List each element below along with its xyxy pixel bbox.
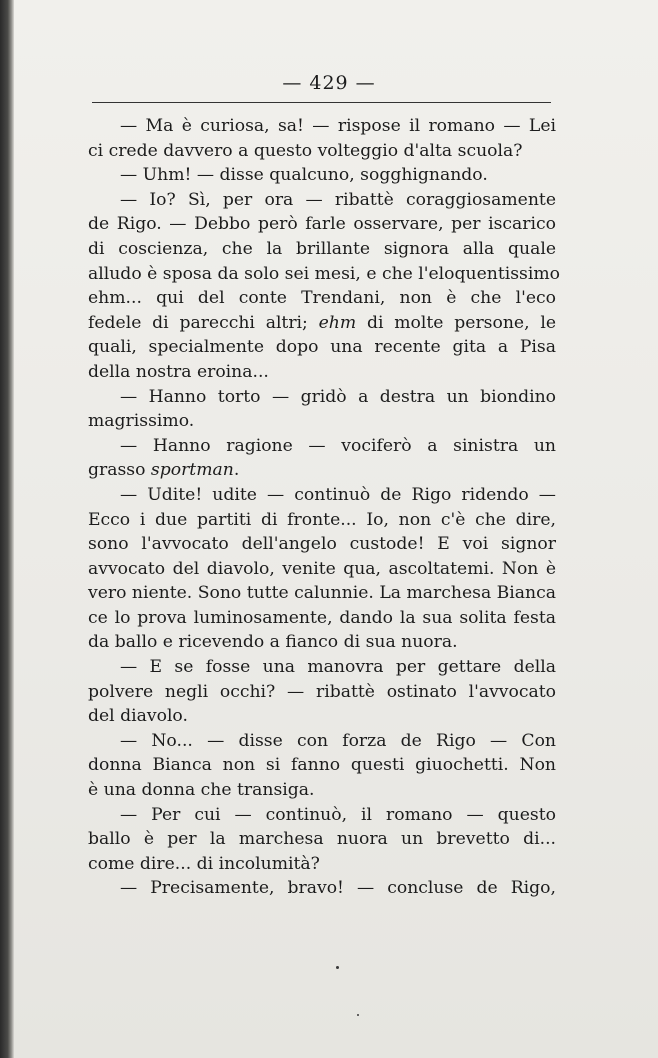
text-line: Ecco i due partiti di fronte... Io, non c'è che dire, (88, 509, 556, 530)
print-speck (357, 1014, 359, 1016)
text-line: — No... — disse con forza de Rigo — Con (120, 730, 556, 751)
text-line: — Hanno ragione — vociferò a sinistra un (120, 435, 556, 456)
text-line: ehm... qui del conte Trendani, non è che l'eco (88, 288, 556, 309)
text-line: avvocato del diavolo, venite qua, ascoltatemi. Non è (88, 558, 556, 579)
text-line: alludo è sposa da solo sei mesi, e che l'eloquentissimo (88, 263, 561, 284)
text-line: — Uhm! — disse qualcuno, sogghignando. (120, 165, 488, 186)
text-line: polvere negli occhi? — ribattè ostinato l'avvocato (88, 681, 556, 702)
header-rule (92, 102, 551, 103)
text-line: de Rigo. — Debbo però farle osservare, per iscarico (88, 214, 556, 235)
text-line: di coscienza, che la brillante signora alla quale (88, 238, 556, 259)
text-line: ce lo prova luminosamente, dando la sua solita festa (88, 607, 556, 628)
text-line: — Per cui — continuò, il romano — questo (120, 804, 556, 825)
text-line: grasso sportman. (88, 460, 240, 481)
page-number: — 429 — (282, 72, 376, 94)
text-line: — Ma è curiosa, sa! — rispose il romano — Lei (120, 116, 556, 136)
text-line: ci crede davvero a questo volteggio d'alta scuola? (88, 140, 523, 161)
text-line: del diavolo. (88, 706, 188, 727)
emphasis: sportman (150, 460, 234, 481)
print-speck (336, 966, 339, 969)
text-line: come dire... di incolumità? (88, 853, 320, 874)
text-line: — Precisamente, bravo! — concluse de Rigo, (120, 878, 556, 899)
text-line: quali, specialmente dopo una recente gita a Pisa (88, 337, 556, 358)
text-line: è una donna che transiga. (88, 780, 315, 801)
text-line: da ballo e ricevendo a fianco di sua nuora. (88, 632, 458, 653)
text-line: donna Bianca non si fanno questi giuochetti. Non (88, 755, 556, 776)
book-spine-shadow (0, 0, 14, 1058)
text-line: — Io? Sì, per ora — ribattè coraggiosamente (120, 189, 556, 210)
text-line: — Hanno torto — gridò a destra un biondino (120, 386, 556, 407)
text-line: ballo è per la marchesa nuora un brevetto di... (88, 829, 556, 850)
emphasis: ehm (318, 312, 357, 333)
text-line: fedele di parecchi altri; ehm di molte persone, le (88, 312, 556, 333)
body-text (88, 114, 561, 901)
text-line: — Udite! udite — continuò de Rigo ridendo — (120, 484, 556, 505)
text-line: magrissimo. (88, 411, 195, 432)
text-line: della nostra eroina... (88, 361, 269, 382)
text-line: sono l'avvocato dell'angelo custode! E voi signor (88, 534, 556, 555)
text-line: vero niente. Sono tutte calunnie. La marchesa Bianca (88, 583, 556, 604)
text-line: — E se fosse una manovra per gettare della (120, 657, 556, 678)
